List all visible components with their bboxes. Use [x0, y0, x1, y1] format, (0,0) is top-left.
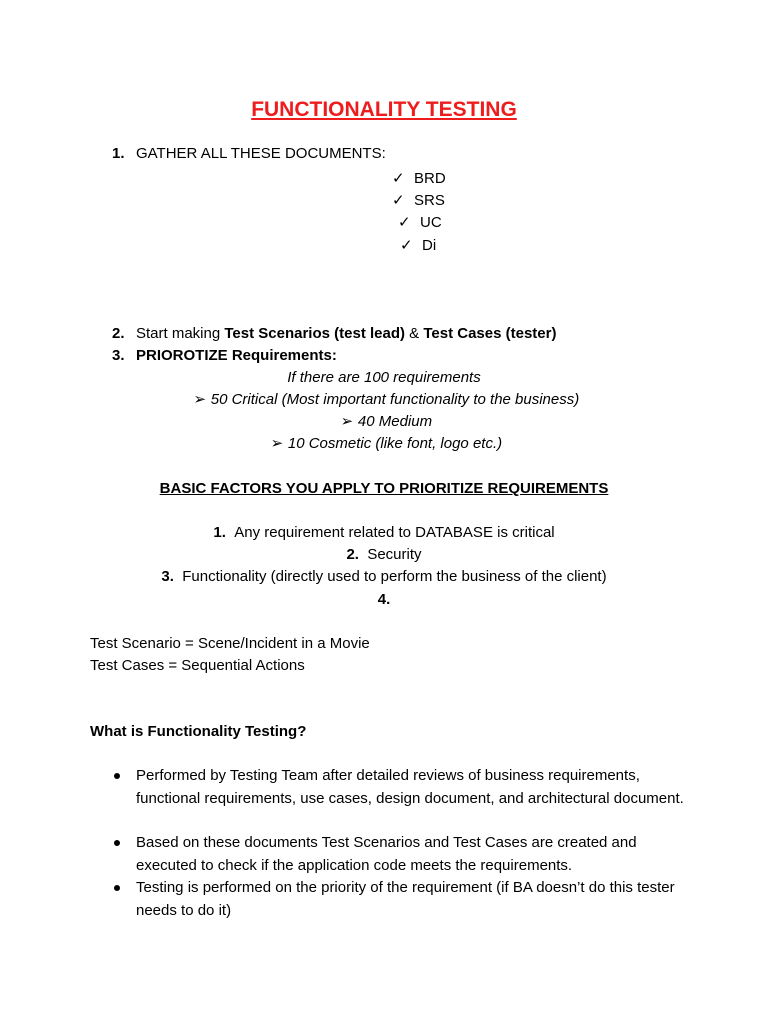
- doc-item-uc: [398, 212, 442, 234]
- step-2-bold-cases: Test Cases (tester): [423, 325, 557, 342]
- page-title: FUNCTIONALITY TESTING: [251, 98, 517, 121]
- doc-item-srs: [392, 190, 445, 212]
- arrow-bullet-icon: ➢: [270, 435, 284, 452]
- factor-item: [0, 522, 768, 544]
- bullet-dot-icon: [114, 885, 120, 891]
- question-heading: What is Functionality Testing?: [90, 723, 307, 740]
- check-mark-icon: ✓: [392, 192, 405, 209]
- factor-text: Functionality (directly used to perform the business of the client): [182, 568, 607, 585]
- priority-text: 40 Medium: [357, 413, 433, 430]
- definition-scenario: Test Scenario = Scene/Incident in a Movie: [90, 635, 370, 652]
- step-2: [112, 323, 556, 345]
- factor-item: [0, 544, 768, 566]
- priority-item: [0, 411, 768, 433]
- doc-label: Di: [422, 237, 437, 254]
- step-2-pre: Start making: [136, 325, 225, 342]
- bullet-text: Based on these documents Test Scenarios and Test Cases are created and executed to check if the application code meets the requirements.: [136, 834, 637, 874]
- priority-text: 10 Cosmetic (like font, logo etc.): [287, 435, 503, 452]
- factor-number: 1.: [213, 524, 226, 541]
- step-2-number: 2.: [112, 325, 125, 342]
- doc-label: BRD: [414, 170, 446, 187]
- bullet-dot-icon: [114, 840, 120, 846]
- check-mark-icon: ✓: [398, 214, 411, 231]
- priority-item: [0, 433, 768, 455]
- doc-label: SRS: [414, 192, 445, 209]
- step-2-bold-scenarios: Test Scenarios (test lead): [224, 325, 405, 342]
- bullet-dot-icon: [114, 773, 120, 779]
- step-2-mid: &: [405, 325, 424, 342]
- factor-text: Security: [367, 546, 422, 563]
- bullet-text: Testing is performed on the priority of the requirement (if BA doesn’t do this tester needs to do it): [136, 879, 675, 919]
- priority-item: [0, 389, 768, 411]
- priority-intro: If there are 100 requirements: [287, 369, 481, 386]
- doc-label: UC: [420, 214, 442, 231]
- step-3-text: PRIOROTIZE Requirements:: [136, 347, 337, 364]
- step-1-text: GATHER ALL THESE DOCUMENTS:: [136, 145, 386, 162]
- factor-number: 2.: [346, 546, 359, 563]
- factor-item: [0, 566, 768, 588]
- bullet-text: Performed by Testing Team after detailed reviews of business requirements, functional requirements, use cases, design document, and architectural document.: [136, 767, 684, 807]
- arrow-bullet-icon: ➢: [193, 391, 207, 408]
- step-1-number: 1.: [112, 145, 125, 162]
- check-mark-icon: ✓: [400, 237, 413, 254]
- step-3-number: 3.: [112, 347, 125, 364]
- factor-number: 4.: [377, 591, 391, 608]
- factor-item: [0, 589, 768, 611]
- factor-number: 3.: [161, 568, 174, 585]
- definition-cases: Test Cases = Sequential Actions: [90, 657, 305, 674]
- step-3: [112, 345, 337, 367]
- arrow-bullet-icon: ➢: [340, 413, 354, 430]
- step-1: [112, 143, 386, 165]
- doc-item-brd: [392, 168, 446, 190]
- check-mark-icon: ✓: [392, 170, 405, 187]
- doc-item-di: [400, 235, 436, 257]
- priority-text: 50 Critical (Most important functionality to the business): [210, 391, 580, 408]
- factor-text: Any requirement related to DATABASE is critical: [234, 524, 555, 541]
- factors-heading: BASIC FACTORS YOU APPLY TO PRIORITIZE REQUIREMENTS: [159, 480, 609, 497]
